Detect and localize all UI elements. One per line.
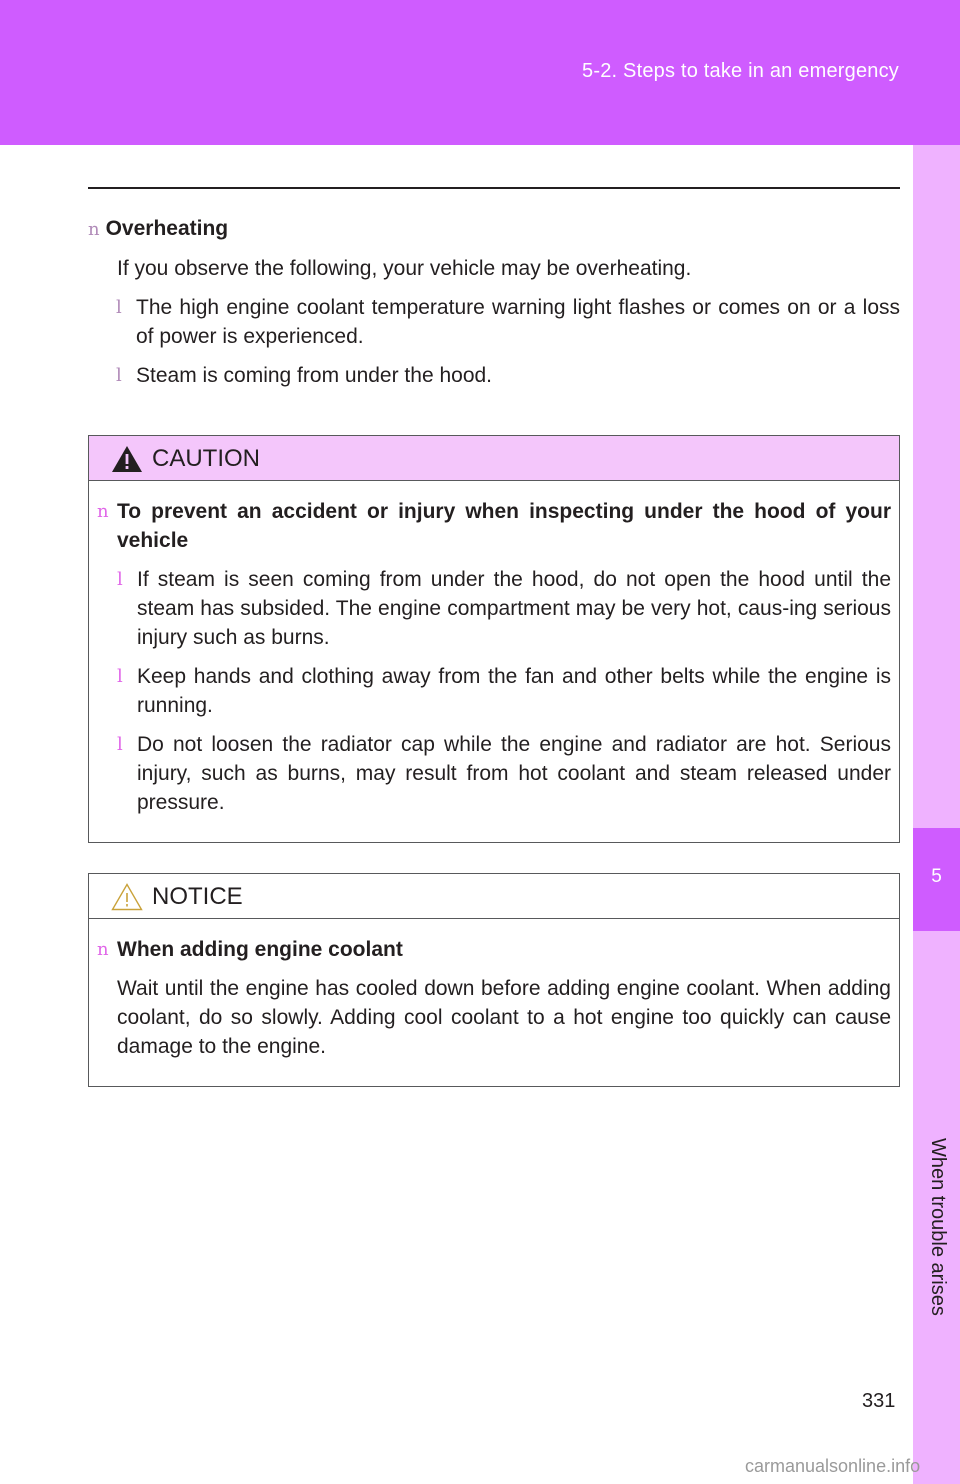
caution-box bbox=[88, 435, 900, 843]
section-divider bbox=[88, 187, 900, 189]
overheating-intro: If you observe the following, your vehicle may be overheating. bbox=[117, 257, 692, 280]
caution-header bbox=[89, 436, 899, 481]
chapter-number: 5 bbox=[931, 866, 942, 887]
list-item: l Steam is coming from under the hood. bbox=[136, 361, 900, 390]
section-title: 5-2. Steps to take in an emergency bbox=[582, 60, 899, 82]
caution-label: CAUTION bbox=[152, 445, 260, 472]
notice-box bbox=[88, 873, 900, 1087]
chapter-tab bbox=[913, 828, 960, 931]
overheating-section bbox=[88, 213, 900, 390]
bullet-icon: l bbox=[117, 666, 123, 687]
bullet-icon: l bbox=[117, 734, 123, 755]
bullet-icon: l bbox=[116, 365, 122, 386]
notice-label: NOTICE bbox=[152, 883, 243, 910]
square-bullet-icon: n bbox=[97, 501, 109, 522]
list-item: l If steam is seen coming from under the hood, do not open the hood until the steam has subsided. The engine compartment may be very hot, caus-ing serious injury such as burns. bbox=[137, 565, 891, 652]
notice-heading: n When adding engine coolant bbox=[97, 935, 891, 964]
page-header bbox=[0, 0, 960, 145]
overheating-heading: n Overheating bbox=[88, 217, 229, 240]
watermark: carmanualsonline.info bbox=[745, 1456, 921, 1476]
list-item: l Keep hands and clothing away from the fan and other belts while the engine is running. bbox=[137, 662, 891, 720]
notice-paragraph: Wait until the engine has cooled down before adding engine coolant. When adding coolant, do so slowly. Adding cool coolant to a hot engine too quickly can cause damage to the engine. bbox=[117, 977, 891, 1058]
notice-header bbox=[89, 874, 899, 919]
page-number: 331 bbox=[862, 1390, 896, 1412]
square-bullet-icon: n bbox=[88, 219, 100, 240]
square-bullet-icon: n bbox=[97, 939, 109, 960]
caution-heading: n To prevent an accident or injury when inspecting under the hood of your vehicle bbox=[97, 497, 891, 555]
notice-triangle-icon bbox=[111, 883, 143, 911]
bullet-icon: l bbox=[116, 297, 122, 318]
list-item: l Do not loosen the radiator cap while the engine and radiator are hot. Serious injury, such as burns, may result from hot coolant and steam released under pressure. bbox=[137, 730, 891, 817]
chapter-label: When trouble arises bbox=[927, 1138, 949, 1316]
bullet-icon: l bbox=[117, 569, 123, 590]
list-item: l The high engine coolant temperature warning light flashes or comes on or a loss of power is experienced. bbox=[136, 293, 900, 351]
warning-triangle-icon bbox=[111, 445, 143, 473]
